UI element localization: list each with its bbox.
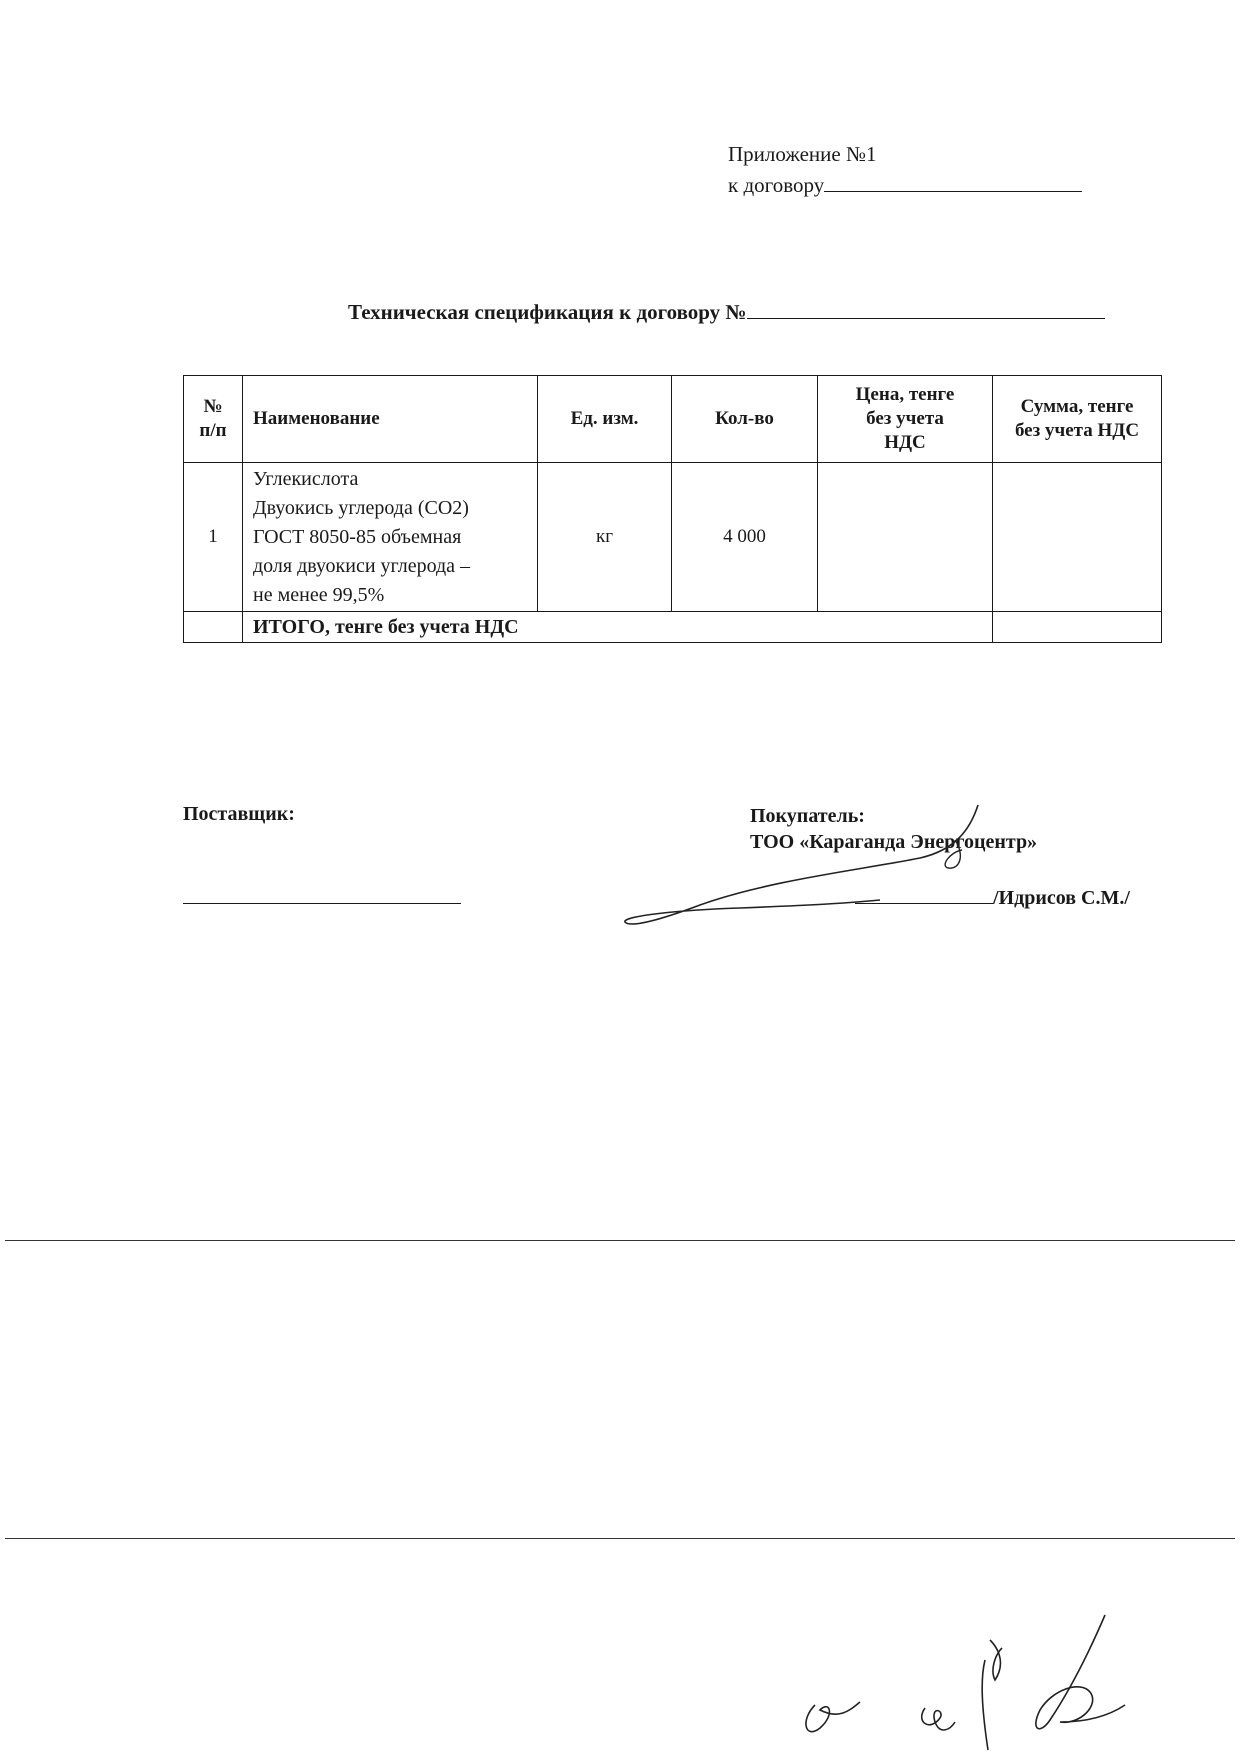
header-num: № п/п <box>184 376 243 463</box>
appendix-contract-ref: к договору <box>728 169 1082 200</box>
title-contract-number-blank <box>747 296 1105 319</box>
cell-unit: кг <box>538 463 672 612</box>
total-value <box>993 612 1162 643</box>
specification-table <box>183 375 1162 643</box>
table-total-row <box>184 612 1162 643</box>
header-unit: Ед. изм. <box>538 376 672 463</box>
header-qty: Кол-во <box>672 376 818 463</box>
separator-line-1 <box>5 1240 1235 1241</box>
total-num-cell <box>184 612 243 643</box>
supplier-label: Поставщик: <box>183 803 295 825</box>
buyer-signatory: /Идрисов С.М./ <box>993 887 1130 909</box>
buyer-company: ТОО «Караганда Энергоцентр» <box>750 831 1038 853</box>
cell-sum <box>993 463 1162 612</box>
header-sum: Сумма, тенге без учета НДС <box>993 376 1162 463</box>
buyer-label: Покупатель: <box>750 805 865 827</box>
appendix-header <box>728 140 1082 200</box>
cell-qty: 4 000 <box>672 463 818 612</box>
supplier-signature-line <box>183 903 461 904</box>
page-initials-graphic <box>790 1610 1140 1754</box>
header-price: Цена, тенге без учета НДС <box>818 376 993 463</box>
buyer-signature-graphic <box>620 800 1000 940</box>
header-name: Наименование <box>243 376 538 463</box>
document-title: Техническая спецификация к договору № <box>348 296 1105 325</box>
table-header-row <box>184 376 1162 463</box>
cell-num: 1 <box>184 463 243 612</box>
appendix-number: Приложение №1 <box>728 142 877 166</box>
separator-line-2 <box>5 1538 1235 1539</box>
cell-name: Углекислота Двуокись углерода (СО2) ГОСТ 8050-85 объемная доля двуокиси углерода – не менее 99,5% <box>243 463 538 612</box>
contract-number-blank <box>824 169 1082 192</box>
cell-price <box>818 463 993 612</box>
table-row <box>184 463 1162 612</box>
total-label: ИТОГО, тенге без учета НДС <box>243 612 993 643</box>
